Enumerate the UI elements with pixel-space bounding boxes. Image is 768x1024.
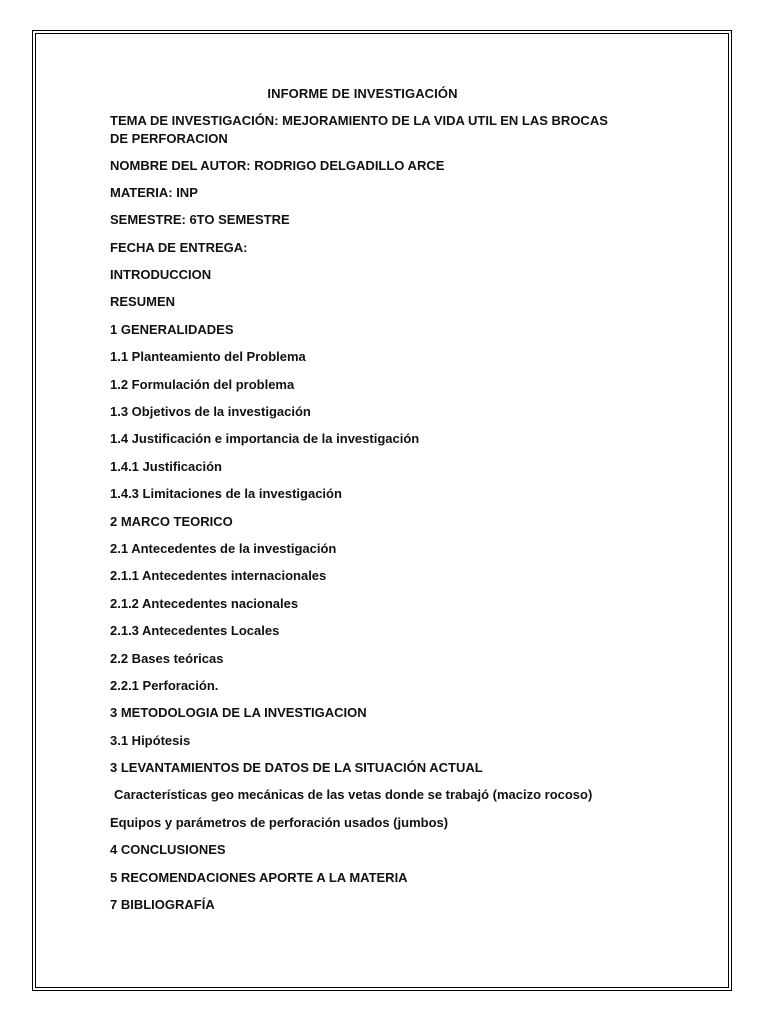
section-7-bibliography: 7 BIBLIOGRAFÍA (110, 897, 215, 913)
semester-line: SEMESTRE: 6TO SEMESTRE (110, 212, 290, 228)
research-topic-line: TEMA DE INVESTIGACIÓN: MEJORAMIENTO DE LA VIDA UTIL EN LAS BROCAS DE PERFORACION (110, 113, 608, 146)
section-2-1-1: 2.1.1 Antecedentes internacionales (110, 568, 327, 584)
drilling-equipment-line: Equipos y parámetros de perforación usados (jumbos) (110, 814, 449, 830)
section-2-2: 2.2 Bases teóricas (110, 650, 224, 666)
section-1-4-3: 1.4.3 Limitaciones de la investigación (110, 486, 342, 502)
section-4-conclusions: 4 CONCLUSIONES (110, 842, 226, 858)
subject-line: MATERIA: INP (110, 184, 198, 200)
section-1-4-1: 1.4.1 Justificación (110, 458, 222, 474)
document-title: INFORME DE INVESTIGACIÓN (267, 86, 458, 101)
geomechanical-characteristics-line: Características geo mecánicas de las vetas donde se trabajó (macizo rocoso) (114, 787, 593, 803)
section-3-methodology: 3 METODOLOGIA DE LA INVESTIGACION (110, 705, 367, 721)
section-5-recommendations: 5 RECOMENDACIONES APORTE A LA MATERIA (110, 869, 408, 885)
section-2-1-3: 2.1.3 Antecedentes Locales (110, 623, 280, 639)
section-2-2-1: 2.2.1 Perforación. (110, 677, 219, 693)
section-1-2: 1.2 Formulación del problema (110, 376, 295, 392)
section-2-1: 2.1 Antecedentes de la investigación (110, 540, 337, 556)
due-date-line: FECHA DE ENTREGA: (110, 239, 248, 255)
section-1-1: 1.1 Planteamiento del Problema (110, 349, 306, 365)
section-3-1: 3.1 Hipótesis (110, 732, 191, 748)
section-1-4: 1.4 Justificación e importancia de la investigación (110, 431, 420, 447)
section-2-1-2: 2.1.2 Antecedentes nacionales (110, 595, 299, 611)
section-1-3: 1.3 Objetivos de la investigación (110, 404, 311, 420)
section-1-generalities: 1 GENERALIDADES (110, 321, 234, 337)
section-introduction: INTRODUCCION (110, 267, 212, 283)
section-3-data-survey: 3 LEVANTAMIENTOS DE DATOS DE LA SITUACIÓN ACTUAL (110, 760, 483, 776)
document-body (110, 112, 610, 923)
section-2-theoretical-framework: 2 MARCO TEORICO (110, 513, 233, 529)
author-line: NOMBRE DEL AUTOR: RODRIGO DELGADILLO ARCE (110, 157, 445, 173)
section-summary: RESUMEN (110, 294, 176, 310)
